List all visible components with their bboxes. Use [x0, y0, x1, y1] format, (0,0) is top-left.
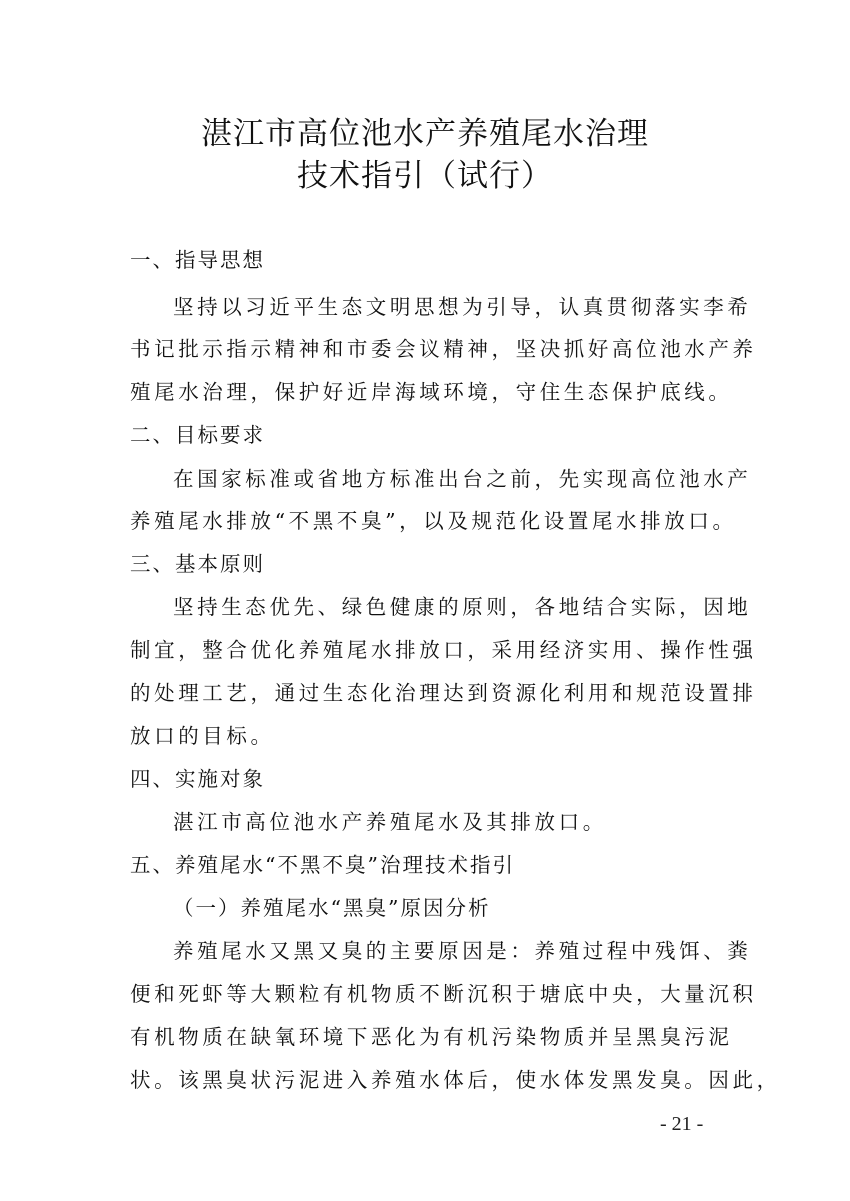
paragraph-line: 有机物质在缺氧环境下恶化为有机污染物质并呈黑臭污泥 [130, 1025, 733, 1049]
paragraph-line: 坚持以习近平生态文明思想为引导，认真贯彻落实李希 [173, 295, 752, 319]
paragraph-line: 养殖尾水又黑又臭的主要原因是：养殖过程中残饵、粪 [173, 939, 752, 963]
section-heading-4: 四、实施对象 [130, 767, 265, 791]
paragraph-line: 制宜，整合优化养殖尾水排放口，采用经济实用、操作性强 [130, 638, 757, 662]
document-title-line2: 技术指引（试行） [297, 158, 553, 194]
paragraph-line: 书记批示指示精神和市委会议精神，坚决抓好高位池水产养 [130, 337, 757, 361]
section-heading-5: 五、养殖尾水“不黑不臭”治理技术指引 [130, 853, 515, 877]
page-number: - 21 - [660, 1113, 704, 1135]
paragraph-line: 状。该黑臭状污泥进入养殖水体后，使水体发黑发臭。因此， [130, 1068, 781, 1092]
paragraph-line: 湛江市高位池水产养殖尾水及其排放口。 [173, 810, 607, 834]
paragraph-line: 坚持生态优先、绿色健康的原则，各地结合实际，因地 [173, 595, 752, 619]
paragraph-line: 便和死虾等大颗粒有机物质不断沉积于塘底中央，大量沉积 [130, 982, 757, 1006]
section-heading-3: 三、基本原则 [130, 552, 265, 576]
paragraph-line: 养殖尾水排放“不黑不臭”，以及规范化设置尾水排放口。 [130, 509, 737, 533]
subsection-heading-1: （一）养殖尾水“黑臭”原因分析 [173, 896, 491, 920]
paragraph-line: 在国家标准或省地方标准出台之前，先实现高位池水产 [173, 467, 752, 491]
section-heading-2: 二、目标要求 [130, 423, 265, 447]
paragraph-line: 放口的目标。 [130, 724, 275, 748]
paragraph-line: 的处理工艺，通过生态化治理达到资源化利用和规范设置排 [130, 681, 757, 705]
document-title-line1: 湛江市高位池水产养殖尾水治理 [201, 116, 649, 152]
section-heading-1: 一、指导思想 [130, 248, 265, 272]
paragraph-line: 殖尾水治理，保护好近岸海域环境，守住生态保护底线。 [130, 380, 733, 404]
